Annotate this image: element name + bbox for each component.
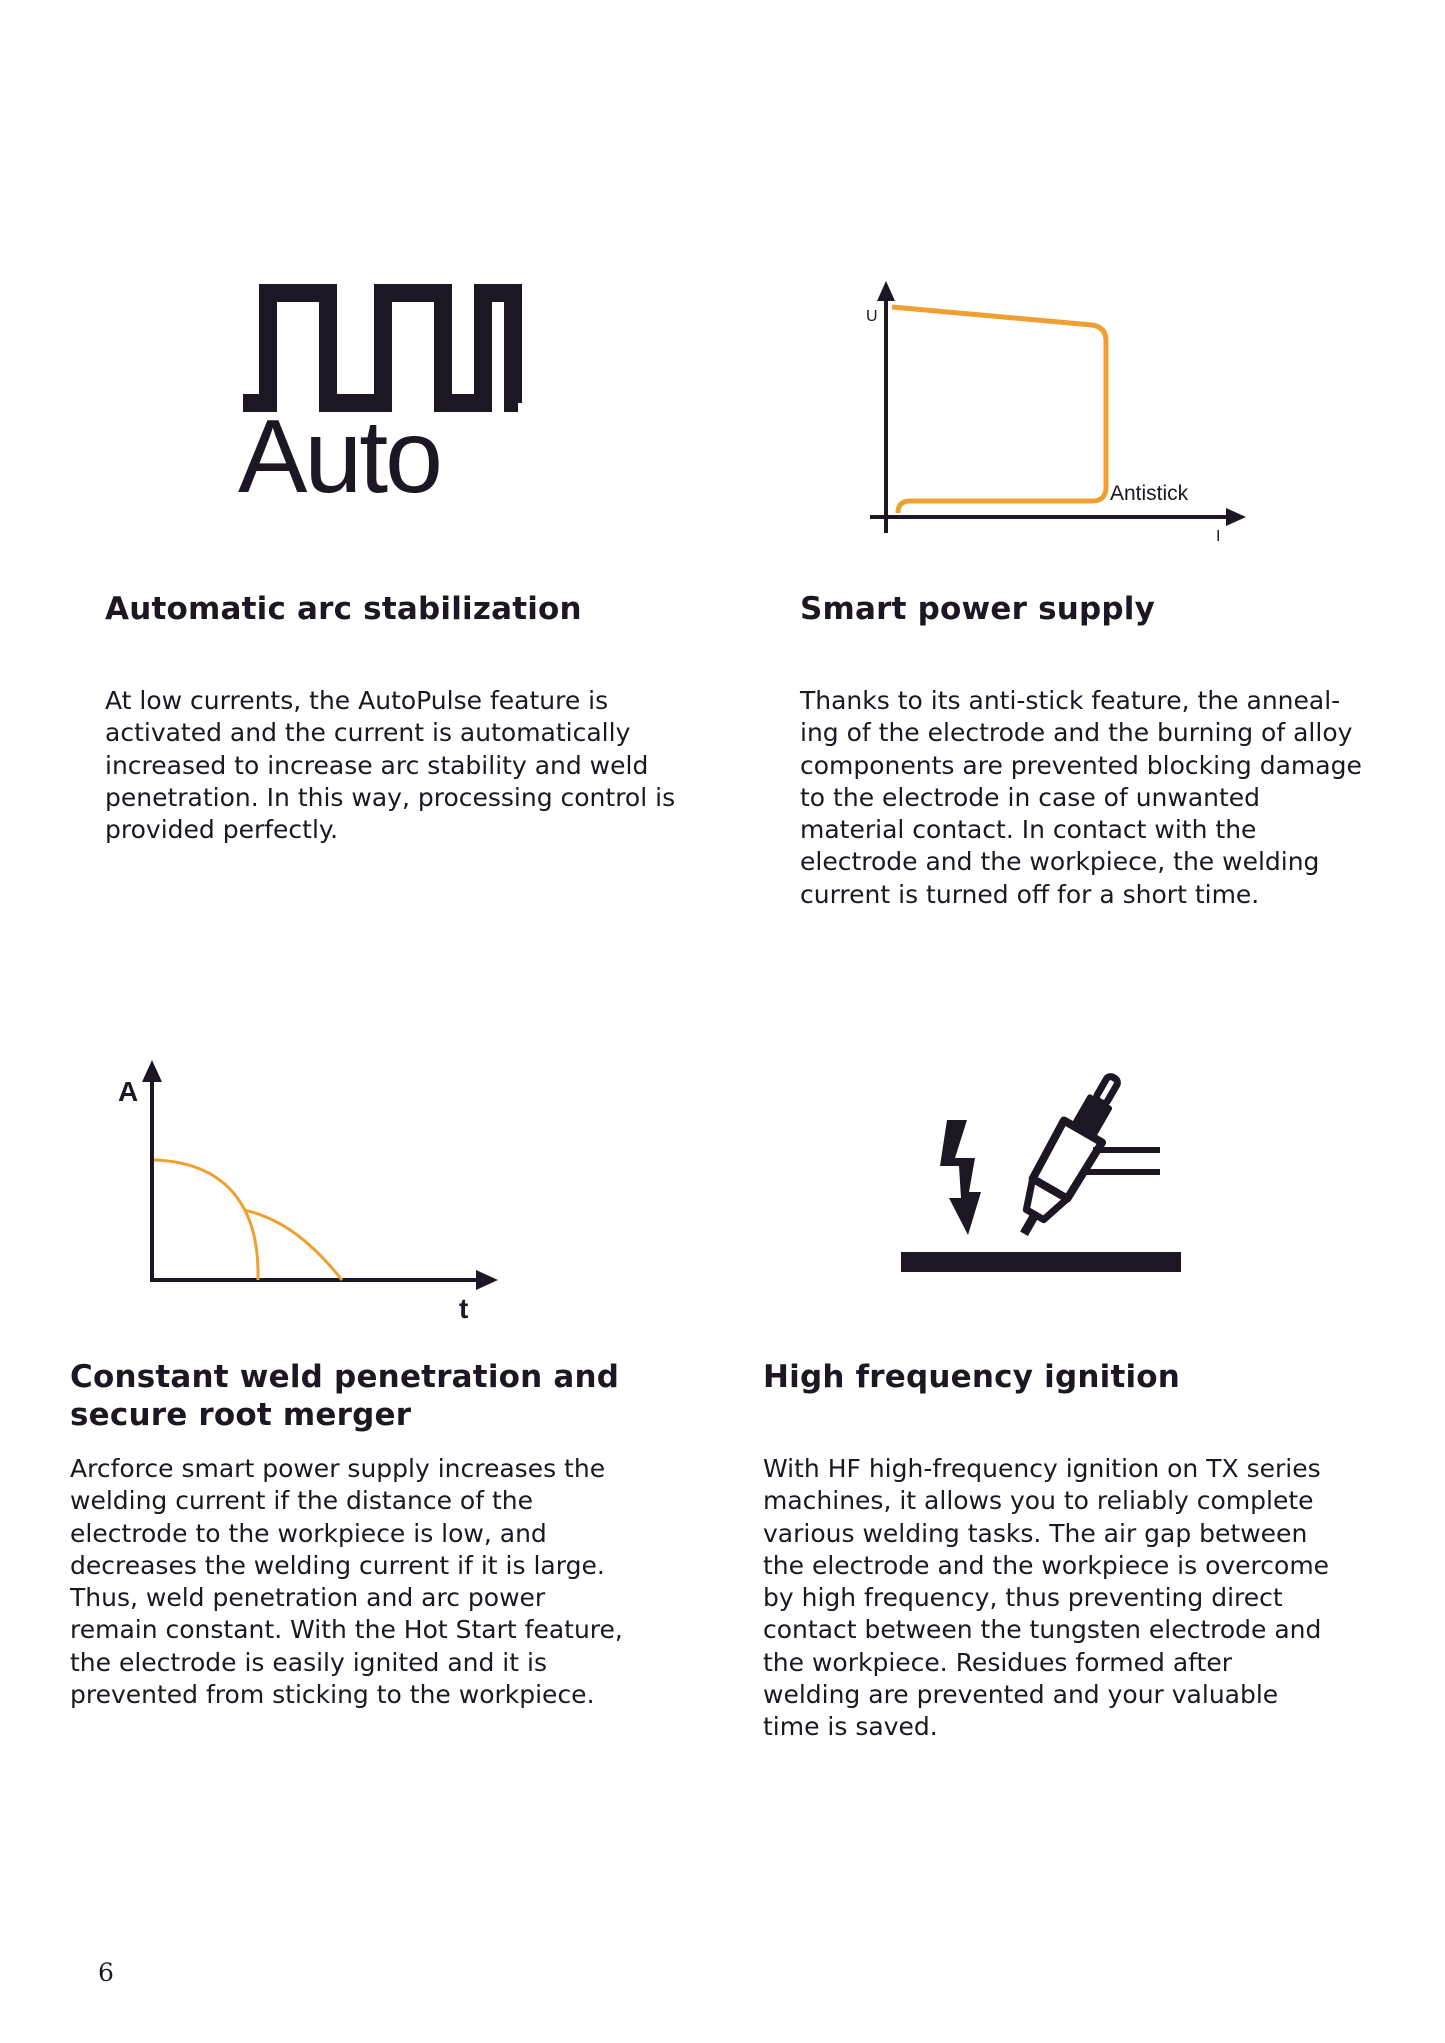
graph-y-axis-label: A xyxy=(118,1076,139,1107)
graph-x-axis-label: t xyxy=(459,1293,469,1324)
graph-y-axis-label: U xyxy=(866,308,878,325)
antistick-graph-icon xyxy=(860,275,1260,545)
feature-body-weld-penetration: Arcforce smart power supply increases the welding current if the distance of the electrode to the workpiece is low, and decreases the welding current if it is large. Thus, weld penetration and arc power remain constant. With the Hot Start feature, the electrode is easily ignited and it is prevented from sticking to the workpiece. xyxy=(70,1454,623,1710)
hf-ignition-torch-icon xyxy=(895,1060,1195,1280)
feature-body-arc-stabilization: At low currents, the AutoPulse feature is activated and the current is automatically increased to increase arc stability and weld penetration. In this way, processing control is provided perfectly. xyxy=(105,686,676,845)
feature-body-hf-ignition: With HF high-frequency ignition on TX series machines, it allows you to reliably complete various welding tasks. The air gap between the electrode and the workpiece is overcome by high frequency, thus preventing direct contact between the tungsten electrode and the workpiece. Residues formed after welding are prevented and your valuable time is saved. xyxy=(763,1454,1330,1742)
workpiece-bar xyxy=(901,1252,1181,1272)
lightning-bolt-icon xyxy=(940,1120,981,1235)
current-time-graph-icon xyxy=(110,1050,510,1330)
pulse-wave-icon xyxy=(238,278,528,418)
graph-x-axis-label: I xyxy=(1216,528,1221,545)
antistick-label: Antistick xyxy=(1110,482,1189,505)
feature-title-weld-penetration: Constant weld penetration and secure root merger xyxy=(70,1359,620,1433)
feature-title-arc-stabilization: Automatic arc stabilization xyxy=(105,591,582,627)
feature-body-smart-power-supply: Thanks to its anti-stick feature, the anneal- ing of the electrode and the burning of alloy components are prevented blocking damage to the electrode in case of unwanted material contact. In contact with the electrode and the workpiece, the welding current is turned off for a short time. xyxy=(800,686,1362,909)
feature-title-hf-ignition: High frequency ignition xyxy=(763,1359,1181,1395)
page-number: 6 xyxy=(98,1958,114,1987)
auto-label: Auto xyxy=(238,399,440,515)
feature-title-smart-power-supply: Smart power supply xyxy=(800,591,1156,627)
